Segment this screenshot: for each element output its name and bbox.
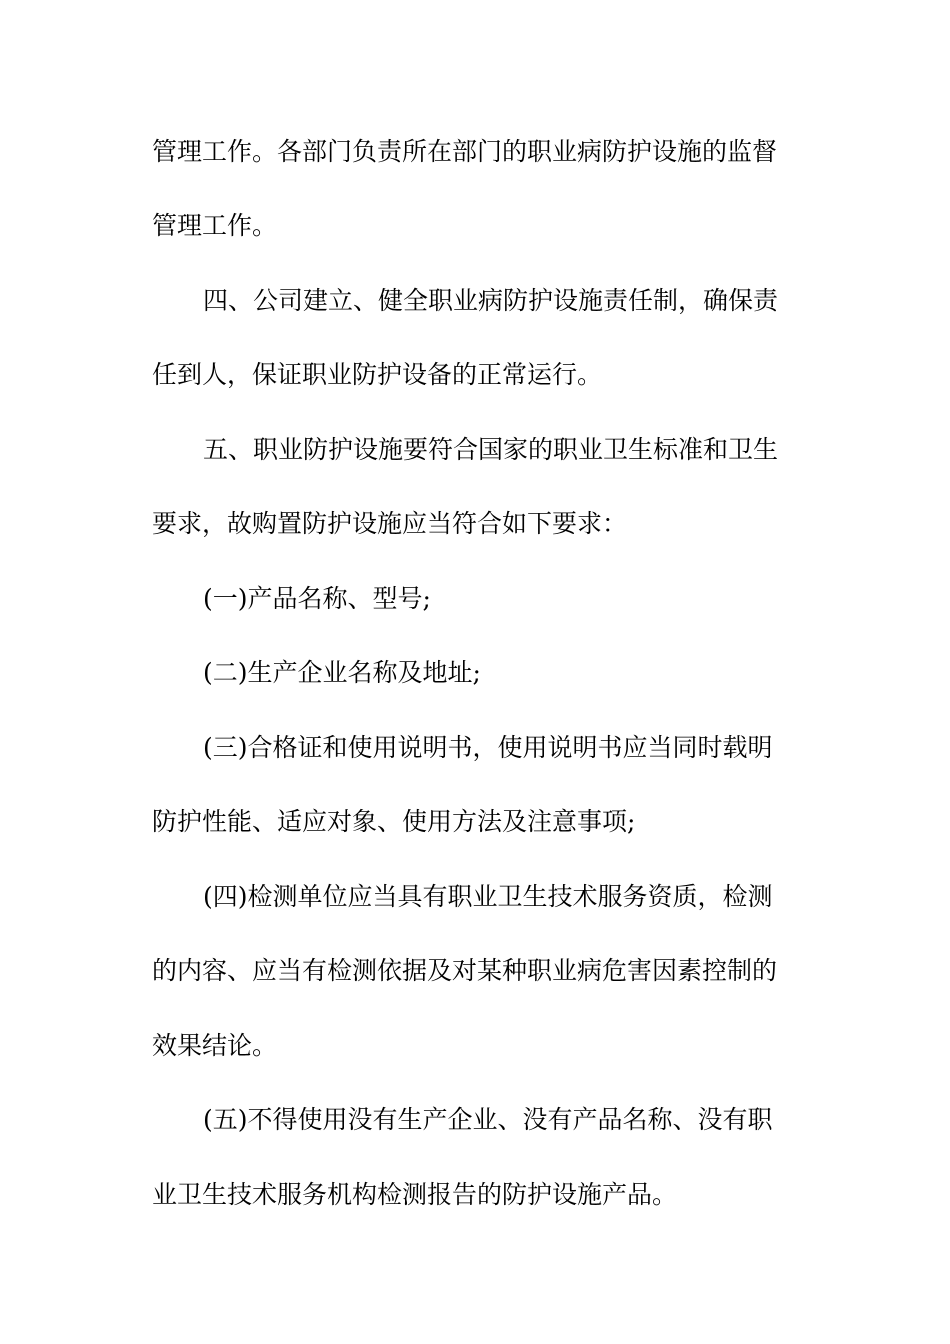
- text-line: 任到人，保证职业防护设备的正常运行。: [152, 360, 603, 389]
- text-line: 管理工作。各部门负责所在部门的职业病防护设施的监督: [152, 137, 778, 166]
- text-line: (二)生产企业名称及地址;: [203, 658, 481, 687]
- text-line: (五)不得使用没有生产企业、没有产品名称、没有职: [203, 1105, 773, 1134]
- text-line: (三)合格证和使用说明书，使用说明书应当同时载明: [203, 733, 773, 762]
- text-line: 的内容、应当有检测依据及对某种职业病危害因素控制的: [152, 956, 778, 985]
- text-line: 五、职业防护设施要符合国家的职业卫生标准和卫生: [203, 435, 779, 464]
- text-line: (一)产品名称、型号;: [203, 584, 431, 613]
- text-line: 业卫生技术服务机构检测报告的防护设施产品。: [152, 1180, 678, 1209]
- text-line: (四)检测单位应当具有职业卫生技术服务资质，检测: [203, 882, 773, 911]
- text-line: 效果结论。: [152, 1031, 278, 1060]
- text-line: 要求，故购置防护设施应当符合如下要求：: [152, 509, 628, 538]
- text-line: 四、公司建立、健全职业病防护设施责任制，确保责: [203, 286, 779, 315]
- text-line: 管理工作。: [152, 211, 278, 240]
- text-line: 防护性能、适应对象、使用方法及注意事项;: [152, 807, 636, 836]
